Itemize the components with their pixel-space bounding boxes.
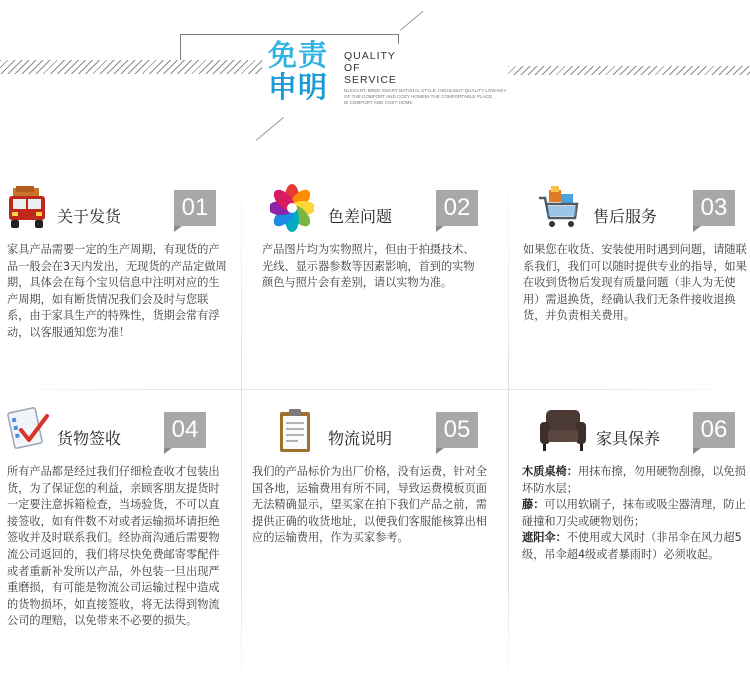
section-title: 物流说明 bbox=[328, 429, 393, 448]
title-frame-left bbox=[180, 34, 181, 60]
clipboard-icon bbox=[274, 406, 318, 454]
color-wheel-icon bbox=[270, 184, 314, 232]
section-number-badge: 03 bbox=[693, 190, 735, 226]
checklist-icon bbox=[7, 406, 51, 454]
care-item bbox=[522, 497, 748, 530]
section-number-badge: 01 bbox=[174, 190, 216, 226]
section-title: 售后服务 bbox=[593, 207, 658, 226]
title-frame-top bbox=[180, 34, 398, 35]
subtitle-of: OF bbox=[344, 62, 361, 74]
title-frame-right bbox=[398, 34, 399, 44]
decorative-hatch-right bbox=[508, 66, 750, 75]
tagline-line2: OF THE COMFORT AND COZY HOMEIN THE COMFORTABLE PLACE, bbox=[344, 94, 494, 99]
section-number-badge: 04 bbox=[164, 412, 206, 448]
section-body bbox=[522, 464, 748, 564]
section-body bbox=[262, 242, 484, 292]
section-title: 关于发货 bbox=[57, 207, 122, 226]
section-number-badge: 02 bbox=[436, 190, 478, 226]
section-body bbox=[7, 242, 229, 342]
care-item-text: 不使用或大风时（非吊伞在风力超5级，吊伞超4级或者暴雨时）必须收起。 bbox=[522, 531, 742, 561]
truck-icon bbox=[7, 184, 51, 232]
section-number-badge: 06 bbox=[693, 412, 735, 448]
section-text: 所有产品都是经过我们仔细检查收才包装出货，为了保证您的利益，亲顾客朋友提货时一定要注意拆箱检查，当场验货，不可以直接签收，如有件数不对或者运输损坏请拒绝签收并及时联系我们。经协商沟通后需要物流公司返回的，我们将尽快免费邮寄零配件或者重新补发所以产品，外包装一旦出现严重磨损，有可能是物流公司运输过程中造成的货物损坏，如直接签收，将无法得到物流公司的理赔，以免带来不必要的损失。 bbox=[7, 465, 220, 628]
section-text: 我们的产品标价为出厂价格，没有运费，针对全国各地，运输费用有所不同，导致运费模板页面无法精确显示，望买家在拍下我们产品之前，需提供正确的收货地址，以便我们客服能核算出相应的运输费用，作为买家参考。 bbox=[252, 465, 487, 545]
page-title-line1: 免责 bbox=[268, 38, 329, 72]
section-text: 如果您在收货、安装使用时遇到问题，请随联系我们，我们可以随时提供专业的指导，如果在收到货物后发现有质量问题（非人为无使用）需退换货，经确认我们无条件接收退换货，并负责相关费用。 bbox=[523, 243, 747, 323]
section-title: 色差问题 bbox=[328, 207, 393, 226]
subtitle-quality: QUALITY bbox=[344, 50, 396, 62]
armchair-icon bbox=[538, 406, 588, 454]
care-item-text: 用抹布擦，勿用硬物刮擦，以免损坏防水层； bbox=[522, 465, 746, 495]
page-title-line2: 申明 bbox=[268, 70, 329, 104]
section-text: 家具产品需要一定的生产周期，有现货的产品一般会在3天内发出，无现货的产品定做周期，具体会在每个宝贝信息中注明对应的生产周期，如有断货情况我们会及时与您联系，由于家具生产的特殊性，货期会常有浮动，以客服通知您为准！ bbox=[7, 243, 227, 339]
section-title: 货物签收 bbox=[57, 429, 122, 448]
care-item-text: 可以用软刷子，抹布或吸尘器清理，防止碰撞和刀尖或硬物划伤； bbox=[522, 498, 746, 528]
decorative-hatch-left bbox=[0, 60, 262, 74]
care-item bbox=[522, 464, 748, 497]
column-divider-1 bbox=[241, 160, 242, 690]
shopping-cart-icon bbox=[537, 184, 581, 232]
tagline-line1: NLEGANT, BRED SMART NATURAL STYLE, HIGHLIGHT QUALITY LOW-KEY bbox=[344, 88, 507, 93]
section-body bbox=[7, 464, 229, 630]
decorative-slash-top bbox=[400, 11, 424, 31]
column-divider-2 bbox=[508, 160, 509, 690]
care-item-label: 藤： bbox=[522, 498, 545, 512]
row-divider bbox=[0, 389, 750, 390]
tagline-line3: IE COMFORT AND COZY HOME bbox=[344, 100, 413, 105]
section-number-badge: 05 bbox=[436, 412, 478, 448]
decorative-slash-bottom bbox=[256, 117, 284, 141]
section-body bbox=[252, 464, 494, 547]
section-title: 家具保养 bbox=[596, 429, 661, 448]
care-item bbox=[522, 530, 748, 563]
section-body bbox=[523, 242, 749, 325]
care-item-label: 遮阳伞： bbox=[522, 531, 567, 545]
section-text: 产品图片均为实物照片，但由于拍摄技术、光线、显示器参数等因素影响，首到的实物颜色与照片会有差别，请以实物为准。 bbox=[262, 243, 475, 290]
care-item-label: 木质桌椅： bbox=[522, 465, 578, 478]
subtitle-service: SERVICE bbox=[344, 74, 397, 86]
